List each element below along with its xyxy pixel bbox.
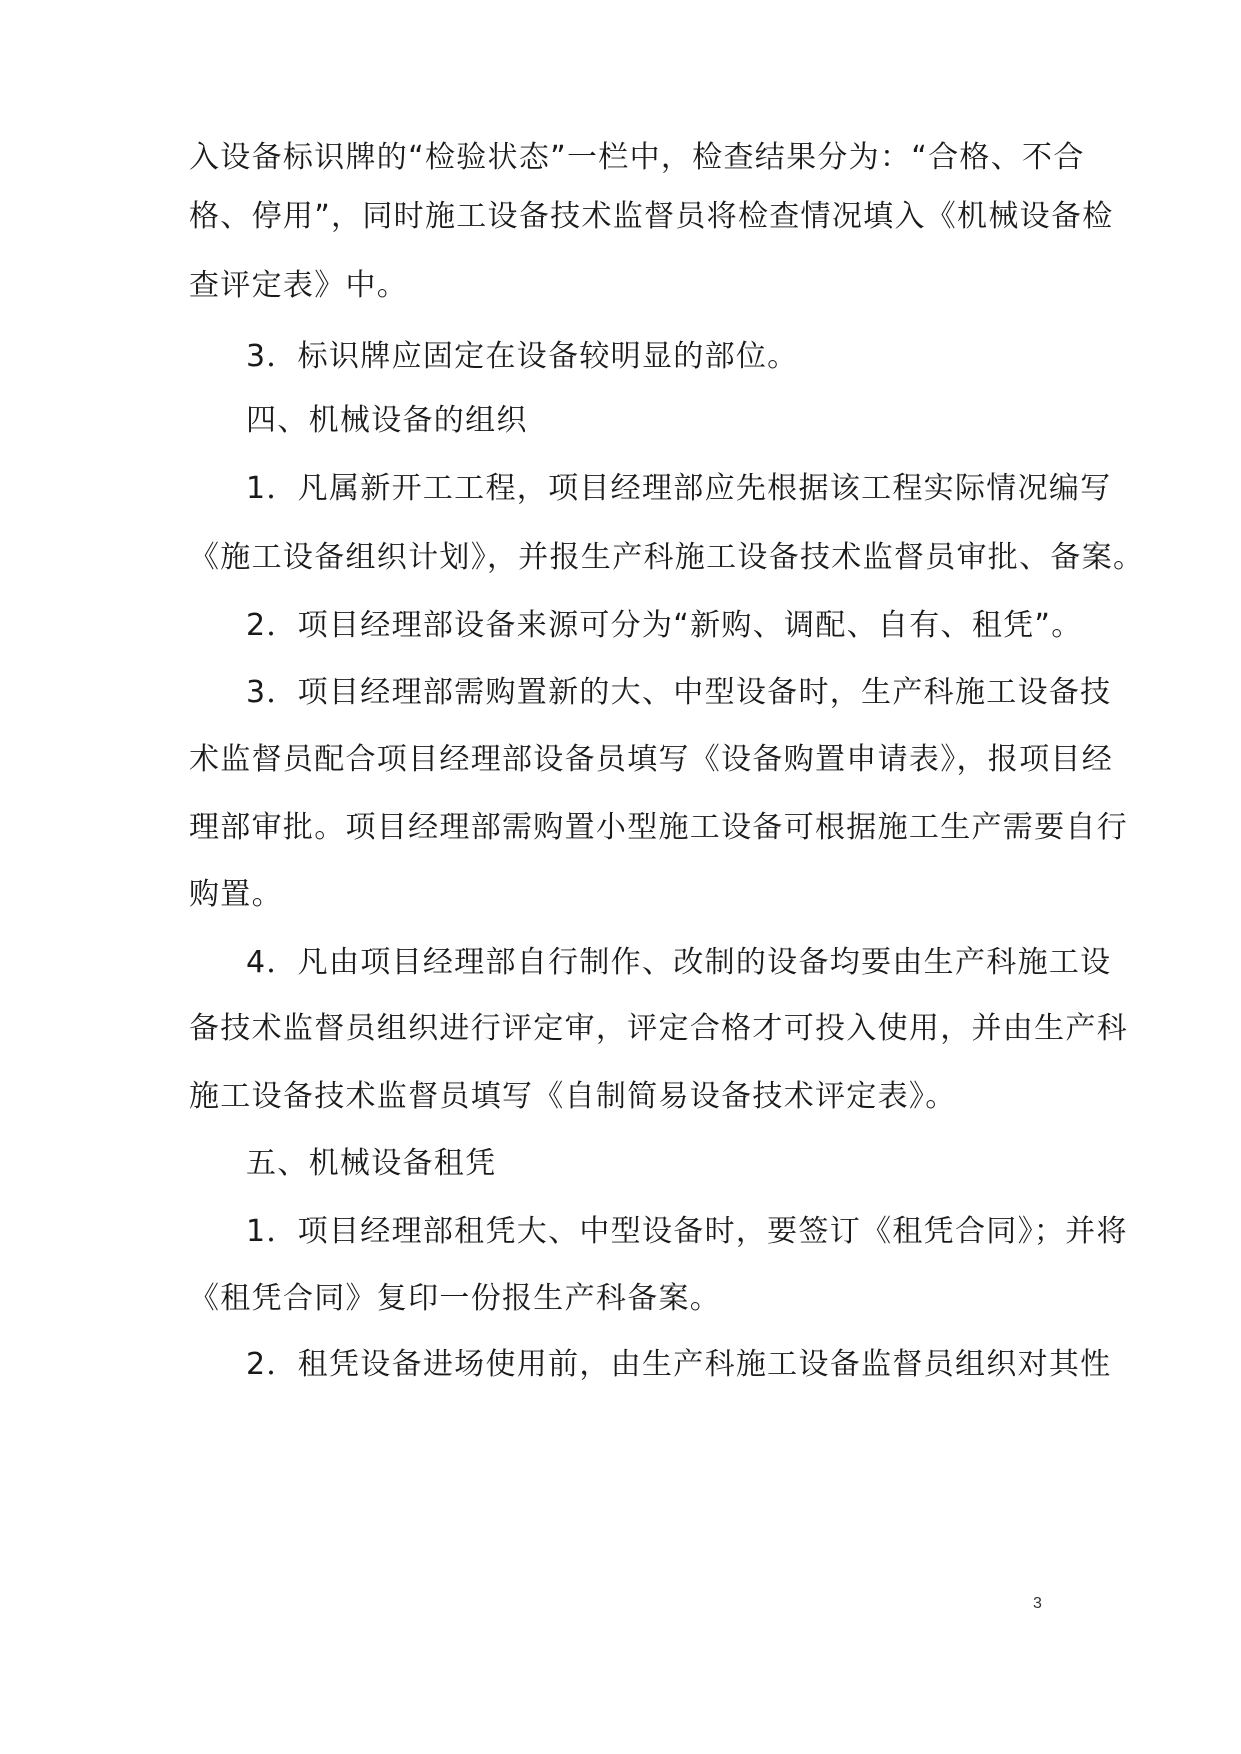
page-number: 3 — [1033, 1595, 1042, 1612]
text-line: 备技术监督员组织进行评定审，评定合格才可投入使用，并由生产科 — [189, 1011, 1128, 1046]
text-line: 查评定表》中。 — [189, 268, 409, 303]
text-line: 3．项目经理部需购置新的大、中型设备时，生产科施工设备技 — [246, 675, 1112, 710]
text-line: 理部审批。项目经理部需购置小型施工设备可根据施工生产需要自行 — [189, 810, 1128, 845]
text-line: 术监督员配合项目经理部设备员填写《设备购置申请表》，报项目经 — [189, 742, 1113, 777]
text-line: 3．标识牌应固定在设备较明显的部位。 — [246, 339, 799, 374]
text-line: 购置。 — [189, 877, 283, 912]
text-line: 格、停用”，同时施工设备技术监督员将检查情况填入《机械设备检 — [189, 199, 1114, 234]
text-line: 2．项目经理部设备来源可分为“新购、调配、自有、租凭”。 — [246, 608, 1083, 643]
text-line: 4．凡由项目经理部自行制作、改制的设备均要由生产科施工设 — [246, 945, 1112, 980]
text-line: 入设备标识牌的“检验状态”一栏中，检查结果分为：“合格、不合 — [189, 140, 1085, 175]
text-line: 2．租凭设备进场使用前，由生产科施工设备监督员组织对其性 — [246, 1347, 1112, 1382]
text-line: 1．凡属新开工工程，项目经理部应先根据该工程实际情况编写 — [246, 471, 1112, 506]
text-line: 《施工设备组织计划》，并报生产科施工设备技术监督员审批、备案。 — [189, 540, 1145, 575]
section-heading: 四、机械设备的组织 — [246, 403, 528, 438]
text-line: 《租凭合同》复印一份报生产科备案。 — [189, 1281, 722, 1316]
text-line: 1．项目经理部租凭大、中型设备时，要签订《租凭合同》；并将 — [246, 1214, 1128, 1249]
text-line: 施工设备技术监督员填写《自制简易设备技术评定表》。 — [189, 1079, 957, 1114]
section-heading: 五、机械设备租凭 — [246, 1146, 497, 1181]
